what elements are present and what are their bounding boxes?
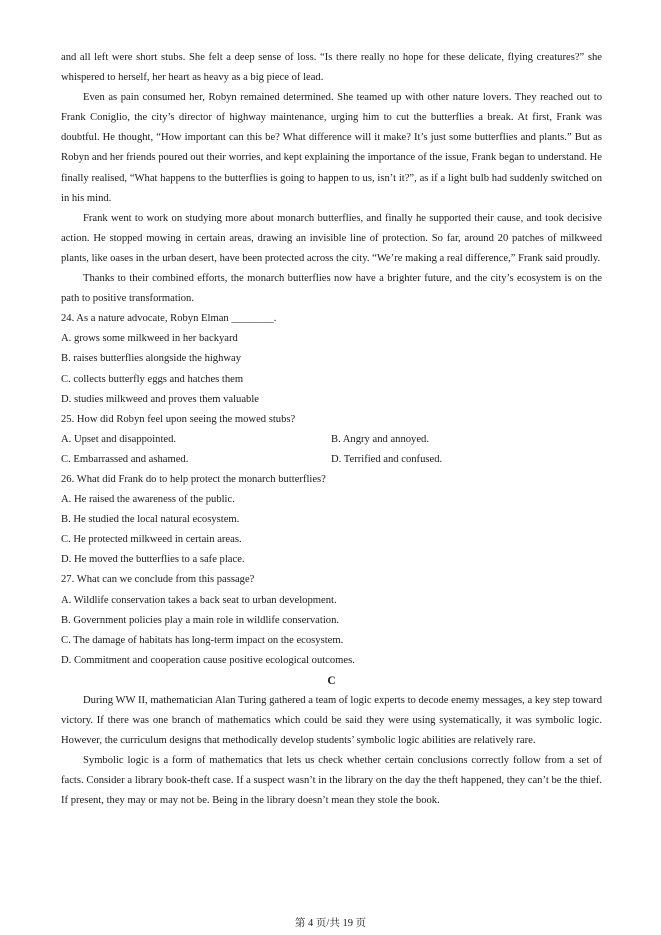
passage-b-body bbox=[61, 48, 602, 309]
section-c-title: C bbox=[327, 674, 336, 687]
question-stem: 25. How did Robyn feel upon seeing the mowed stubs? bbox=[61, 413, 296, 425]
option-row bbox=[61, 430, 602, 450]
passage-c-body bbox=[61, 691, 602, 812]
answer-option: C. The damage of habitats has long-term impact on the ecosystem. bbox=[61, 634, 344, 646]
question-stem: 26. What did Frank do to help protect the monarch butterflies? bbox=[61, 473, 326, 485]
question-stem: 27. What can we conclude from this passage? bbox=[61, 574, 255, 586]
answer-option: B. Angry and annoyed. bbox=[331, 433, 429, 445]
answer-option: B. He studied the local natural ecosystem. bbox=[61, 514, 240, 526]
answer-option: A. Upset and disappointed. bbox=[61, 433, 177, 445]
answer-option: B. Government policies play a main role in wildlife conservation. bbox=[61, 614, 340, 626]
question-26 bbox=[61, 470, 602, 570]
answer-option: B. raises butterflies alongside the highway bbox=[61, 353, 242, 365]
answer-option: C. collects butterfly eggs and hatches them bbox=[61, 373, 244, 385]
question-stem: 24. As a nature advocate, Robyn Elman ________. bbox=[61, 313, 277, 325]
answer-option: C. Embarrassed and ashamed. bbox=[61, 453, 189, 465]
question-27 bbox=[61, 570, 602, 670]
question-25 bbox=[61, 410, 602, 470]
document-page bbox=[61, 48, 602, 812]
paragraph: During WW II, mathematician Alan Turing gathered a team of logic experts to decode enemy messages, a key step toward victory. If there was one branch of mathematics which could be said they were using systematically, it was symbolic logic. However, the curriculum designs that methodically develop students’ symbolic logic abilities are relatively rare. bbox=[61, 695, 602, 747]
answer-option: C. He protected milkweed in certain areas. bbox=[61, 534, 242, 546]
answer-option: A. Wildlife conservation takes a back seat to urban development. bbox=[61, 594, 337, 606]
answer-option: D. He moved the butterflies to a safe place. bbox=[61, 554, 245, 566]
answer-option: A. grows some milkweed in her backyard bbox=[61, 333, 238, 345]
option-row bbox=[61, 450, 602, 470]
page-number-footer: 第 4 页/共 19 页 bbox=[294, 918, 367, 929]
paragraph: Symbolic logic is a form of mathematics that lets us check whether certain conclusions correctly follow from a set of facts. Consider a library book-theft case. If a suspect wasn’t in the library on the day the theft happened, they can’t be the thief. If present, they may or may not be. Being in the library doesn’t mean they stole the book. bbox=[61, 755, 602, 807]
answer-option: D. studies milkweed and proves them valuable bbox=[61, 393, 259, 405]
paragraph: and all left were short stubs. She felt a deep sense of loss. “Is there really no hope for these delicate, flying creatures?” she whispered to herself, her heart as heavy as a big piece of lead. bbox=[61, 52, 602, 84]
answer-option: A. He raised the awareness of the public. bbox=[61, 494, 235, 506]
answer-option: D. Commitment and cooperation cause positive ecological outcomes. bbox=[61, 654, 355, 666]
answer-option: D. Terrified and confused. bbox=[331, 453, 443, 465]
paragraph: Frank went to work on studying more about monarch butterflies, and finally he supported their cause, and took decisive action. He stopped mowing in certain areas, drawing an invisible line of protection. So far, around 20 patches of milkweed plants, like oases in the urban desert, have been protected across the city. “We’re making a real difference,” Frank said proudly. bbox=[61, 212, 602, 264]
paragraph: Thanks to their combined efforts, the monarch butterflies now have a brighter future, and the city’s ecosystem is on the path to positive transformation. bbox=[61, 273, 602, 305]
paragraph: Even as pain consumed her, Robyn remained determined. She teamed up with other nature lovers. They reached out to Frank Coniglio, the city’s director of highway maintenance, urging him to cut the butterflies a break. At first, Frank was doubtful. He thought, “How important can this be? What difference will it make? It’s just some butterflies and plants.” But as Robyn and her friends poured out their worries, and kept explaining the importance of the issue, Frank began to understand. He finally realised, “What happens to the butterflies is going to happen to us, isn’t it?”, as if a light bulb had suddenly switched on in his mind. bbox=[61, 92, 602, 204]
question-24 bbox=[61, 309, 602, 409]
